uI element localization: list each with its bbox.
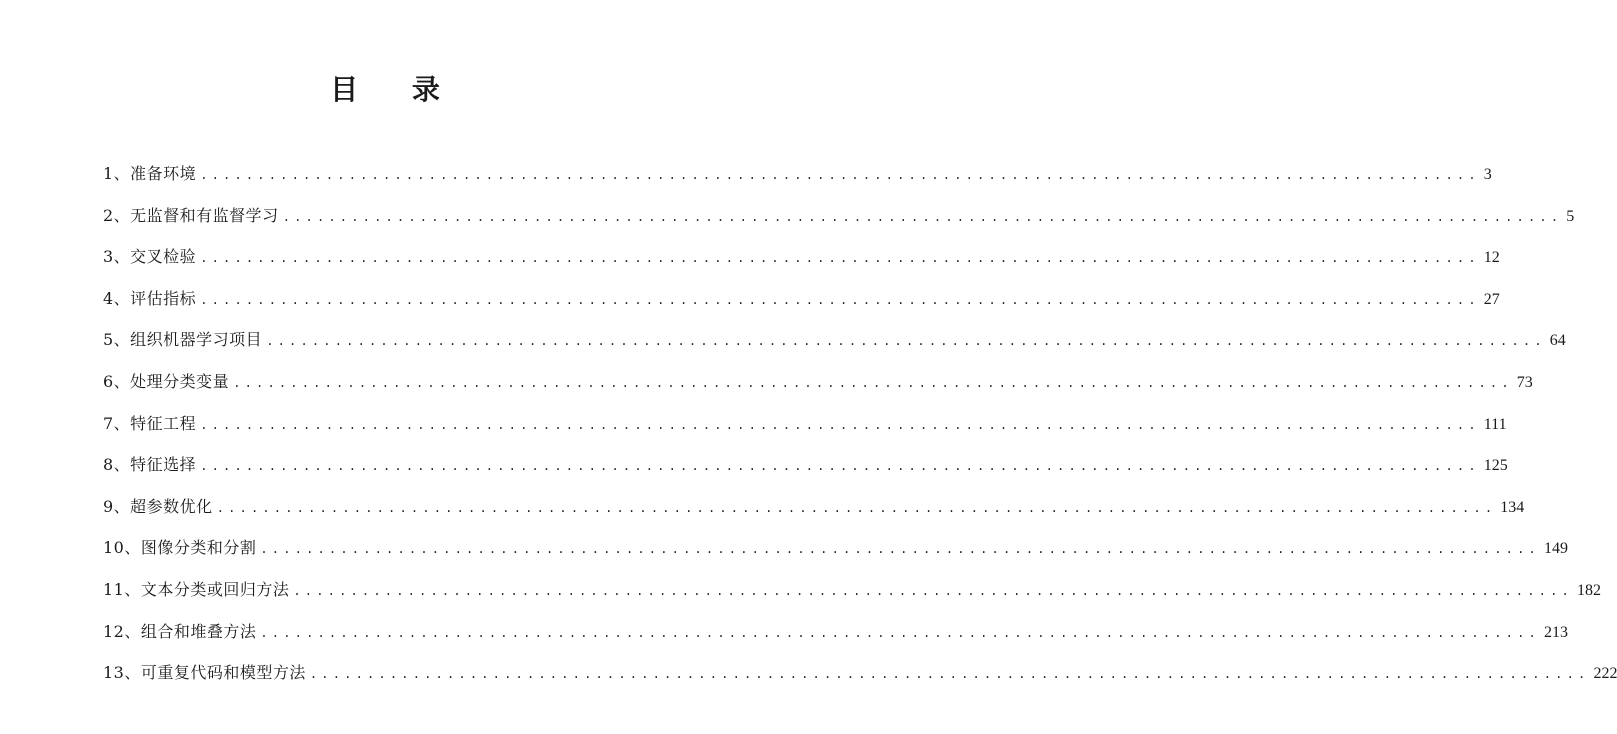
toc-entry[interactable] xyxy=(103,321,1566,363)
toc-entry-label: 1、准备环境 xyxy=(103,164,197,183)
toc-entry[interactable] xyxy=(103,405,1507,447)
toc-leader-dots: ................................................................................................................ xyxy=(200,292,1480,307)
toc-leader-dots: ................................................................................................................ xyxy=(200,459,1480,474)
toc-leader-dots: ................................................................................................................ xyxy=(216,500,1497,515)
toc-entry-label: 2、无监督和有监督学习 xyxy=(103,205,279,225)
toc-entry-page: 111 xyxy=(1483,415,1507,433)
toc-entry[interactable] xyxy=(103,197,1575,239)
toc-entry-page: 149 xyxy=(1543,540,1568,558)
table-of-contents xyxy=(103,155,1617,696)
toc-entry-page: 182 xyxy=(1576,581,1601,599)
toc-entry-label: 6、处理分类变量 xyxy=(103,371,230,391)
toc-leader-dots: ................................................................................................................ xyxy=(282,209,1563,224)
toc-entry-page: 27 xyxy=(1483,290,1500,308)
toc-leader-dots: ................................................................................................................ xyxy=(260,542,1540,557)
toc-entry-page: 3 xyxy=(1483,166,1492,183)
toc-leader-dots: ................................................................................................................ xyxy=(309,667,1590,682)
toc-entry-label: 7、特征工程 xyxy=(103,413,197,433)
toc-leader-dots: ................................................................................................................ xyxy=(293,583,1573,598)
toc-entry-page: 222 xyxy=(1593,665,1617,683)
toc-entry-page: 73 xyxy=(1516,373,1533,391)
toc-entry-page: 213 xyxy=(1543,623,1568,641)
toc-entry[interactable] xyxy=(103,613,1568,655)
toc-entry-label: 3、交叉检验 xyxy=(103,247,197,267)
toc-entry-page: 134 xyxy=(1500,498,1525,516)
toc-entry-label: 13、可重复代码和模型方法 xyxy=(103,663,306,683)
toc-entry-label: 12、组合和堆叠方法 xyxy=(103,621,257,641)
toc-entry[interactable] xyxy=(103,238,1500,280)
toc-entry[interactable] xyxy=(103,155,1492,197)
toc-entry-label: 11、文本分类或回归方法 xyxy=(103,579,290,599)
toc-leader-dots: ................................................................................................................ xyxy=(260,625,1540,640)
toc-entry-page: 5 xyxy=(1566,207,1575,225)
toc-entry[interactable] xyxy=(103,529,1568,571)
toc-entry[interactable] xyxy=(103,363,1533,405)
toc-entry[interactable] xyxy=(103,488,1525,530)
toc-leader-dots: ................................................................................................................ xyxy=(200,417,1480,432)
toc-entry-page: 12 xyxy=(1483,249,1500,267)
toc-entry-label: 10、图像分类和分割 xyxy=(103,538,257,558)
toc-entry-label: 9、超参数优化 xyxy=(103,496,213,516)
toc-entry[interactable] xyxy=(103,280,1500,322)
toc-leader-dots: ................................................................................................................ xyxy=(266,334,1546,349)
toc-entry-label: 8、特征选择 xyxy=(103,455,197,475)
toc-entry-page: 125 xyxy=(1483,457,1508,475)
toc-entry[interactable] xyxy=(103,571,1601,613)
toc-leader-dots: ................................................................................................................ xyxy=(200,251,1480,266)
toc-leader-dots: ................................................................................................................ xyxy=(233,375,1513,390)
toc-entry[interactable] xyxy=(103,654,1617,696)
toc-entry-label: 5、组织机器学习项目 xyxy=(103,330,263,350)
toc-entry-label: 4、评估指标 xyxy=(103,288,197,308)
toc-entry-page: 64 xyxy=(1549,332,1566,350)
toc-leader-dots: ................................................................................................................ xyxy=(200,168,1480,182)
toc-entry[interactable] xyxy=(103,446,1508,488)
page-title: 目 录 xyxy=(330,73,462,106)
